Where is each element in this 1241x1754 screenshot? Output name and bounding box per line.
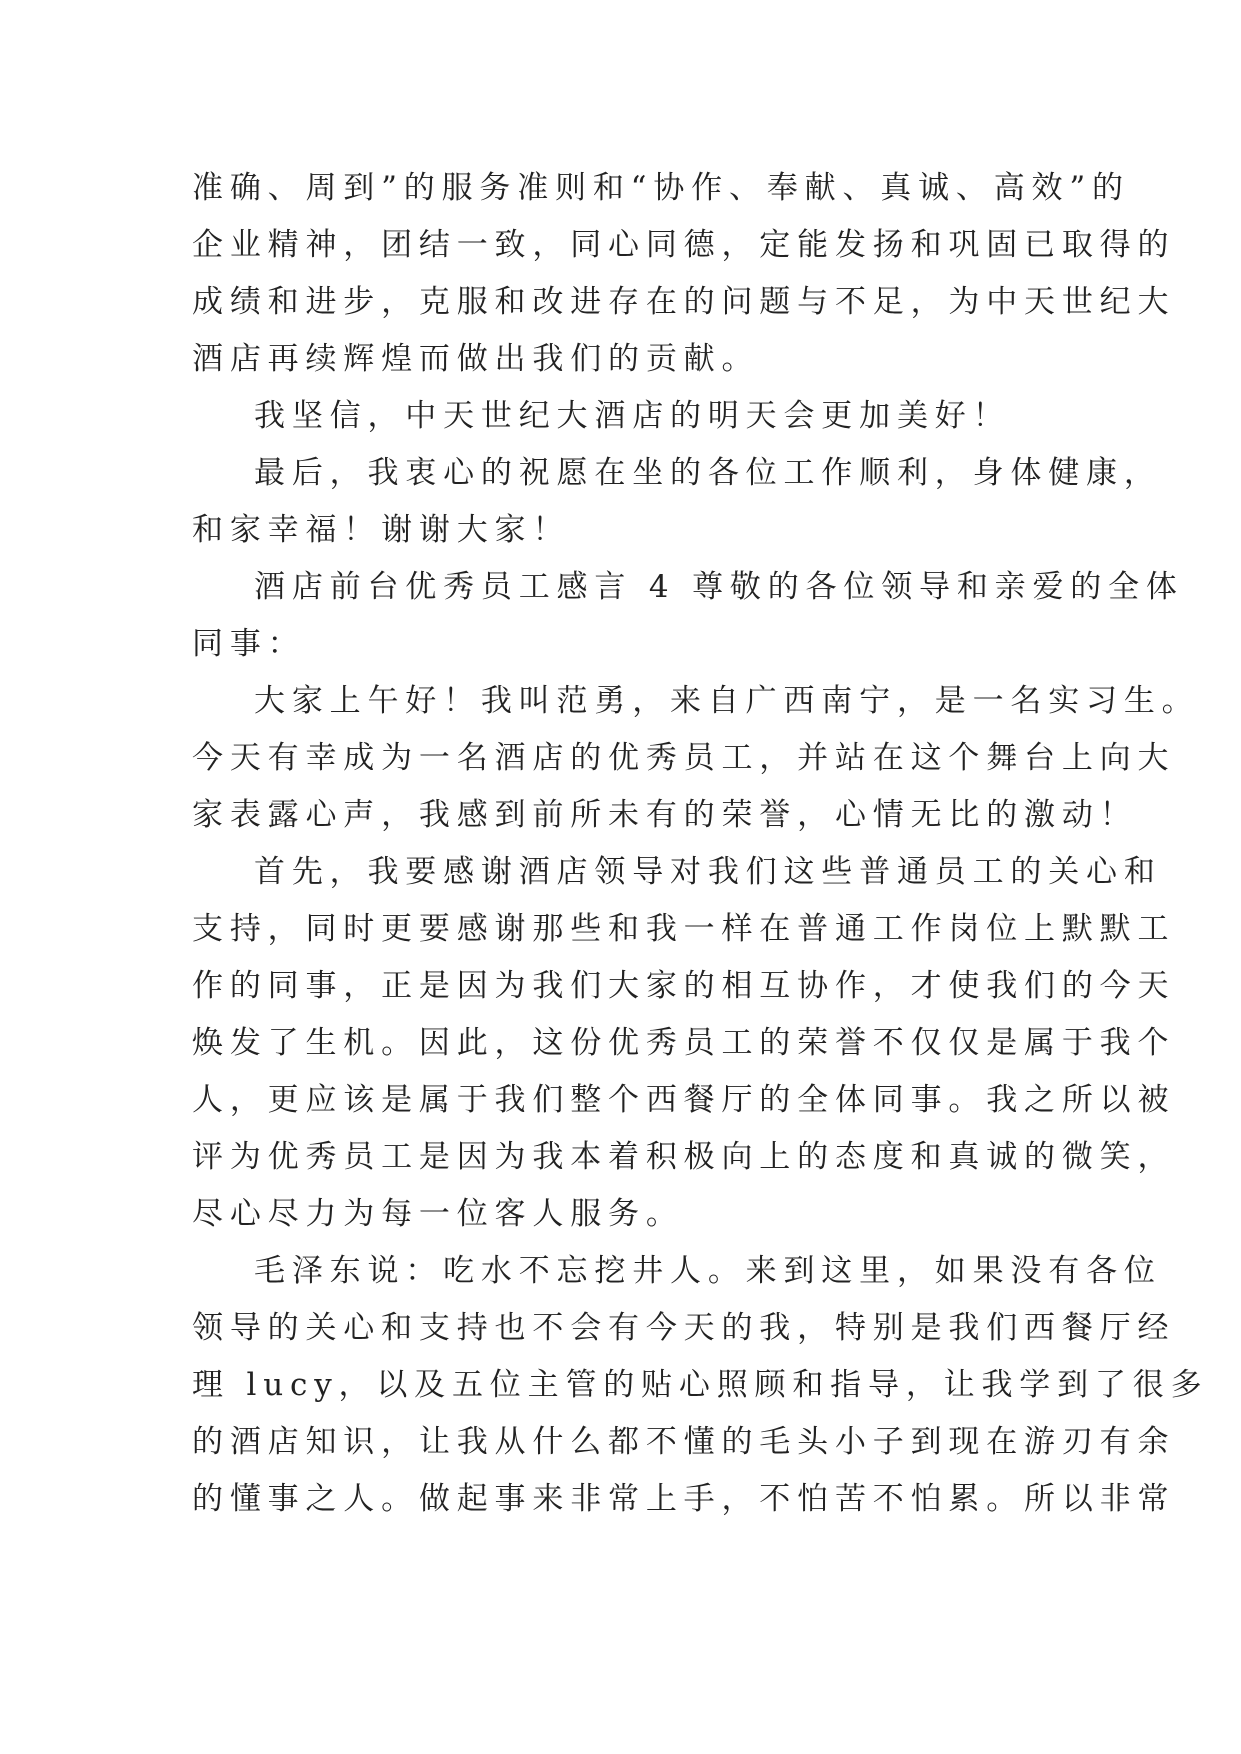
text-line: 评为优秀员工是因为我本着积极向上的态度和真诚的微笑， [192, 1139, 1176, 1175]
text-line: 准确、周到”的服务准则和“协作、奉献、真诚、高效”的 [192, 170, 1130, 206]
text-line: 和家幸福！谢谢大家！ [192, 512, 571, 548]
text-line: 企业精神，团结一致，同心同德，定能发扬和巩固已取得的 [192, 227, 1176, 263]
paragraph-first-line: 我坚信，中天世纪大酒店的明天会更加美好！ [254, 398, 1011, 434]
text-line: 领导的关心和支持也不会有今天的我，特别是我们西餐厅经 [192, 1310, 1176, 1346]
text-line: 支持，同时更要感谢那些和我一样在普通工作岗位上默默工 [192, 911, 1176, 947]
document-page [192, 160, 1209, 1528]
text-line: 人，更应该是属于我们整个西餐厅的全体同事。我之所以被 [192, 1082, 1176, 1118]
text-line: 今天有幸成为一名酒店的优秀员工，并站在这个舞台上向大 [192, 740, 1176, 776]
paragraph-first-line: 大家上午好！我叫范勇，来自广西南宁，是一名实习生。 [254, 683, 1200, 719]
text-line: 家表露心声，我感到前所未有的荣誉，心情无比的激动！ [192, 797, 1138, 833]
text-line: 的懂事之人。做起事来非常上手，不怕苦不怕累。所以非常 [192, 1481, 1176, 1517]
text-line: 成绩和进步，克服和改进存在的问题与不足，为中天世纪大 [192, 284, 1176, 320]
text-line: 尽心尽力为每一位客人服务。 [192, 1196, 684, 1232]
text-line: 同事： [192, 626, 306, 662]
paragraph-first-line: 毛泽东说：吃水不忘挖井人。来到这里，如果没有各位 [254, 1253, 1162, 1289]
text-line: 理 lucy，以及五位主管的贴心照顾和指导，让我学到了很多 [192, 1367, 1209, 1403]
text-line: 焕发了生机。因此，这份优秀员工的荣誉不仅仅是属于我个 [192, 1025, 1176, 1061]
text-line: 作的同事，正是因为我们大家的相互协作，才使我们的今天 [192, 968, 1176, 1004]
paragraph-first-line: 酒店前台优秀员工感言 4 尊敬的各位领导和亲爱的全体 [254, 569, 1184, 605]
paragraph-first-line: 最后，我衷心的祝愿在坐的各位工作顺利，身体健康， [254, 455, 1162, 491]
text-line: 酒店再续辉煌而做出我们的贡献。 [192, 341, 760, 377]
text-line: 的酒店知识，让我从什么都不懂的毛头小子到现在游刃有余 [192, 1424, 1176, 1460]
paragraph-first-line: 首先，我要感谢酒店领导对我们这些普通员工的关心和 [254, 854, 1162, 890]
